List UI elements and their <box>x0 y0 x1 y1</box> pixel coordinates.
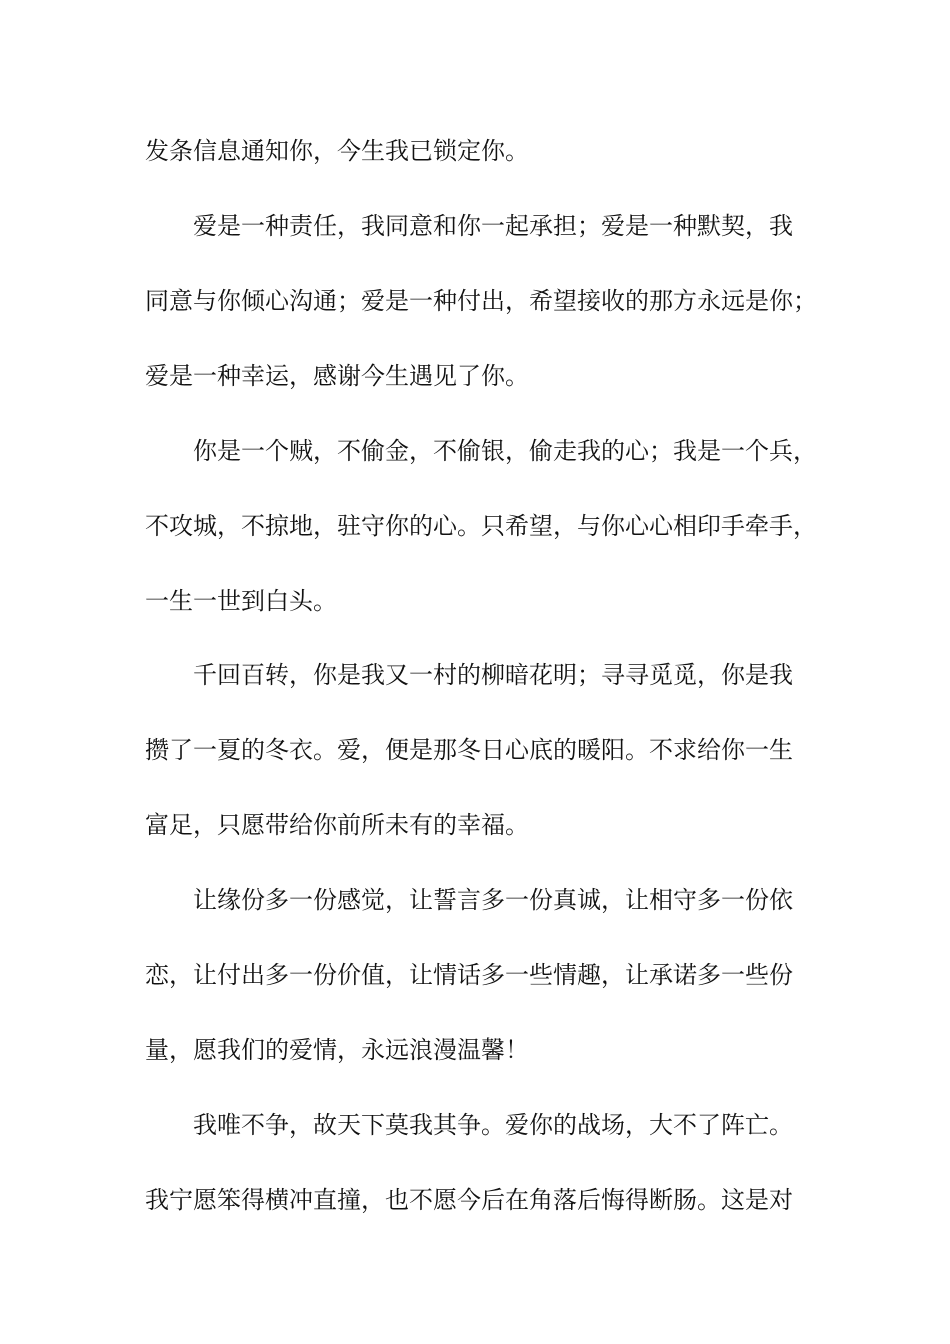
text-line: 我唯不争，故天下莫我其争。爱你的战场，大不了阵亡。 <box>193 1111 793 1139</box>
text-line: 不攻城，不掠地，驻守你的心。只希望，与你心心相印手牵手， <box>145 512 817 540</box>
text-line: 爱是一种幸运，感谢今生遇见了你。 <box>145 362 529 390</box>
text-line: 恋，让付出多一份价值，让情话多一些情趣，让承诺多一些份 <box>145 961 793 989</box>
text-line: 爱是一种责任，我同意和你一起承担；爱是一种默契，我 <box>193 212 793 240</box>
text-line: 你是一个贼，不偷金，不偷银，偷走我的心；我是一个兵， <box>193 437 817 465</box>
text-line: 发条信息通知你，今生我已锁定你。 <box>145 137 529 165</box>
text-line: 量，愿我们的爱情，永远浪漫温馨！ <box>145 1036 529 1064</box>
text-line: 千回百转，你是我又一村的柳暗花明；寻寻觅觅，你是我 <box>193 661 793 689</box>
text-line: 攒了一夏的冬衣。爱，便是那冬日心底的暖阳。不求给你一生 <box>145 736 793 764</box>
text-line: 我宁愿笨得横冲直撞，也不愿今后在角落后悔得断肠。这是对 <box>145 1186 793 1214</box>
text-line: 同意与你倾心沟通；爱是一种付出，希望接收的那方永远是你； <box>145 287 817 315</box>
text-line: 富足，只愿带给你前所未有的幸福。 <box>145 811 529 839</box>
text-line: 一生一世到白头。 <box>145 587 337 615</box>
text-line: 让缘份多一份感觉，让誓言多一份真诚，让相守多一份依 <box>193 886 793 914</box>
